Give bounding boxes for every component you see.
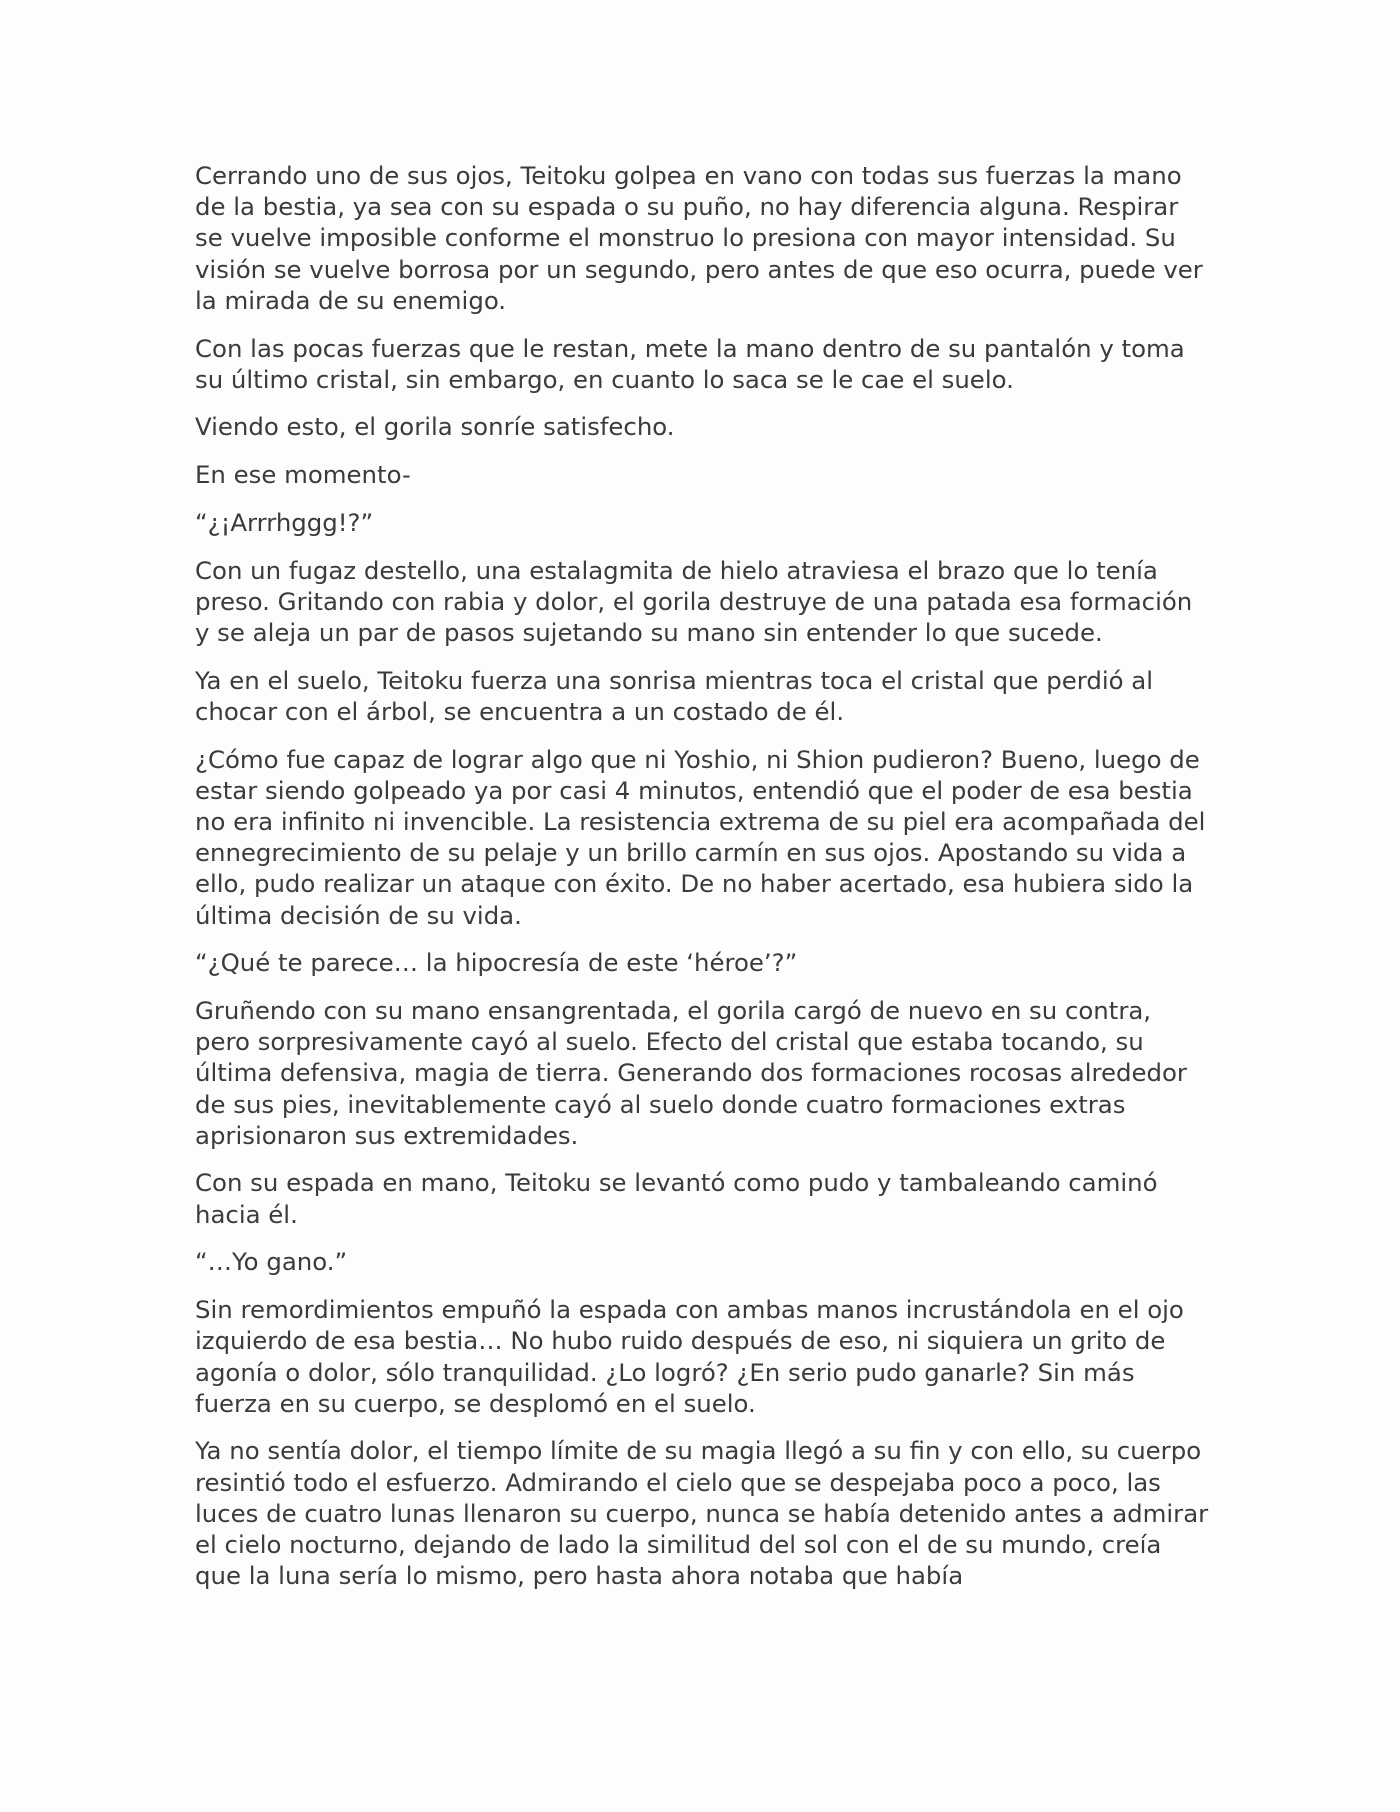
paragraph: Con su espada en mano, Teitoku se levantó como pudo y tambaleando caminó hacia él. — [195, 1168, 1158, 1229]
dialogue-line: “¿¡Arrrhggg!?” — [195, 507, 374, 537]
paragraph: Con las pocas fuerzas que le restan, mete la mano dentro de su pantalón y toma su último cristal, sin embargo, en cuanto lo saca se le cae el suelo. — [195, 333, 1185, 394]
paragraph: Viendo esto, el gorila sonríe satisfecho. — [195, 412, 675, 442]
paragraph: En ese momento- — [195, 460, 411, 490]
paragraph: ¿Cómo fue capaz de lograr algo que ni Yoshio, ni Shion pudieron? Bueno, luego de estar siendo golpeado ya por casi 4 minutos, entendió que el poder de esa bestia no era infinito ni invencible. La resistencia extrema de su piel era acompañada del ennegrecimiento de su pelaje y un brillo carmín en sus ojos. Apostando su vida a ello, pudo realizar un ataque con éxito. De no haber acertado, esa hubiera sido la última decisión de su vida. — [195, 744, 1206, 930]
dialogue-line: “…Yo gano.” — [195, 1247, 348, 1277]
paragraph: Ya en el suelo, Teitoku fuerza una sonrisa mientras toca el cristal que perdió al chocar con el árbol, se encuentra a un costado de él. — [195, 665, 1154, 726]
paragraph: Cerrando uno de sus ojos, Teitoku golpea en vano con todas sus fuerzas la mano de la bestia, ya sea con su espada o su puño, no hay diferencia alguna. Respirar se vuelve imposible conforme el monstruo lo presiona con mayor intensidad. Su visión se vuelve borrosa por un segundo, pero antes de que eso ocurra, puede ver la mirada de su enemigo. — [195, 161, 1203, 315]
document-body — [195, 160, 1210, 1608]
paragraph: Sin remordimientos empuñó la espada con ambas manos incrustándola en el ojo izquierdo de esa bestia… No hubo ruido después de eso, ni siquiera un grito de agonía o dolor, sólo tranquilidad. ¿Lo logró? ¿En serio pudo ganarle? Sin más fuerza en su cuerpo, se desplomó en el suelo. — [195, 1295, 1184, 1418]
paragraph: Gruñendo con su mano ensangrentada, el gorila cargó de nuevo en su contra, pero sorpresivamente cayó al suelo. Efecto del cristal que estaba tocando, su última defensiva, magia de tierra. Generando dos formaciones rocosas alrededor de sus pies, inevitablemente cayó al suelo donde cuatro formaciones extras aprisionaron sus extremidades. — [195, 995, 1187, 1150]
paragraph: Ya no sentía dolor, el tiempo límite de su magia llegó a su fin y con ello, su cuerpo resintió todo el esfuerzo. Admirando el cielo que se despejaba poco a poco, las luces de cuatro lunas llenaron su cuerpo, nunca se había detenido antes a admirar el cielo nocturno, dejando de lado la similitud del sol con el de su mundo, creía que la luna sería lo mismo, pero hasta ahora notaba que había — [195, 1436, 1209, 1591]
paragraph: Con un fugaz destello, una estalagmita de hielo atraviesa el brazo que lo tenía preso. Gritando con rabia y dolor, el gorila destruye de una patada esa formación y se aleja un par de pasos sujetando su mano sin entender lo que sucede. — [195, 555, 1193, 647]
dialogue-line: “¿Qué te parece… la hipocresía de este ‘héroe’?” — [195, 948, 798, 978]
